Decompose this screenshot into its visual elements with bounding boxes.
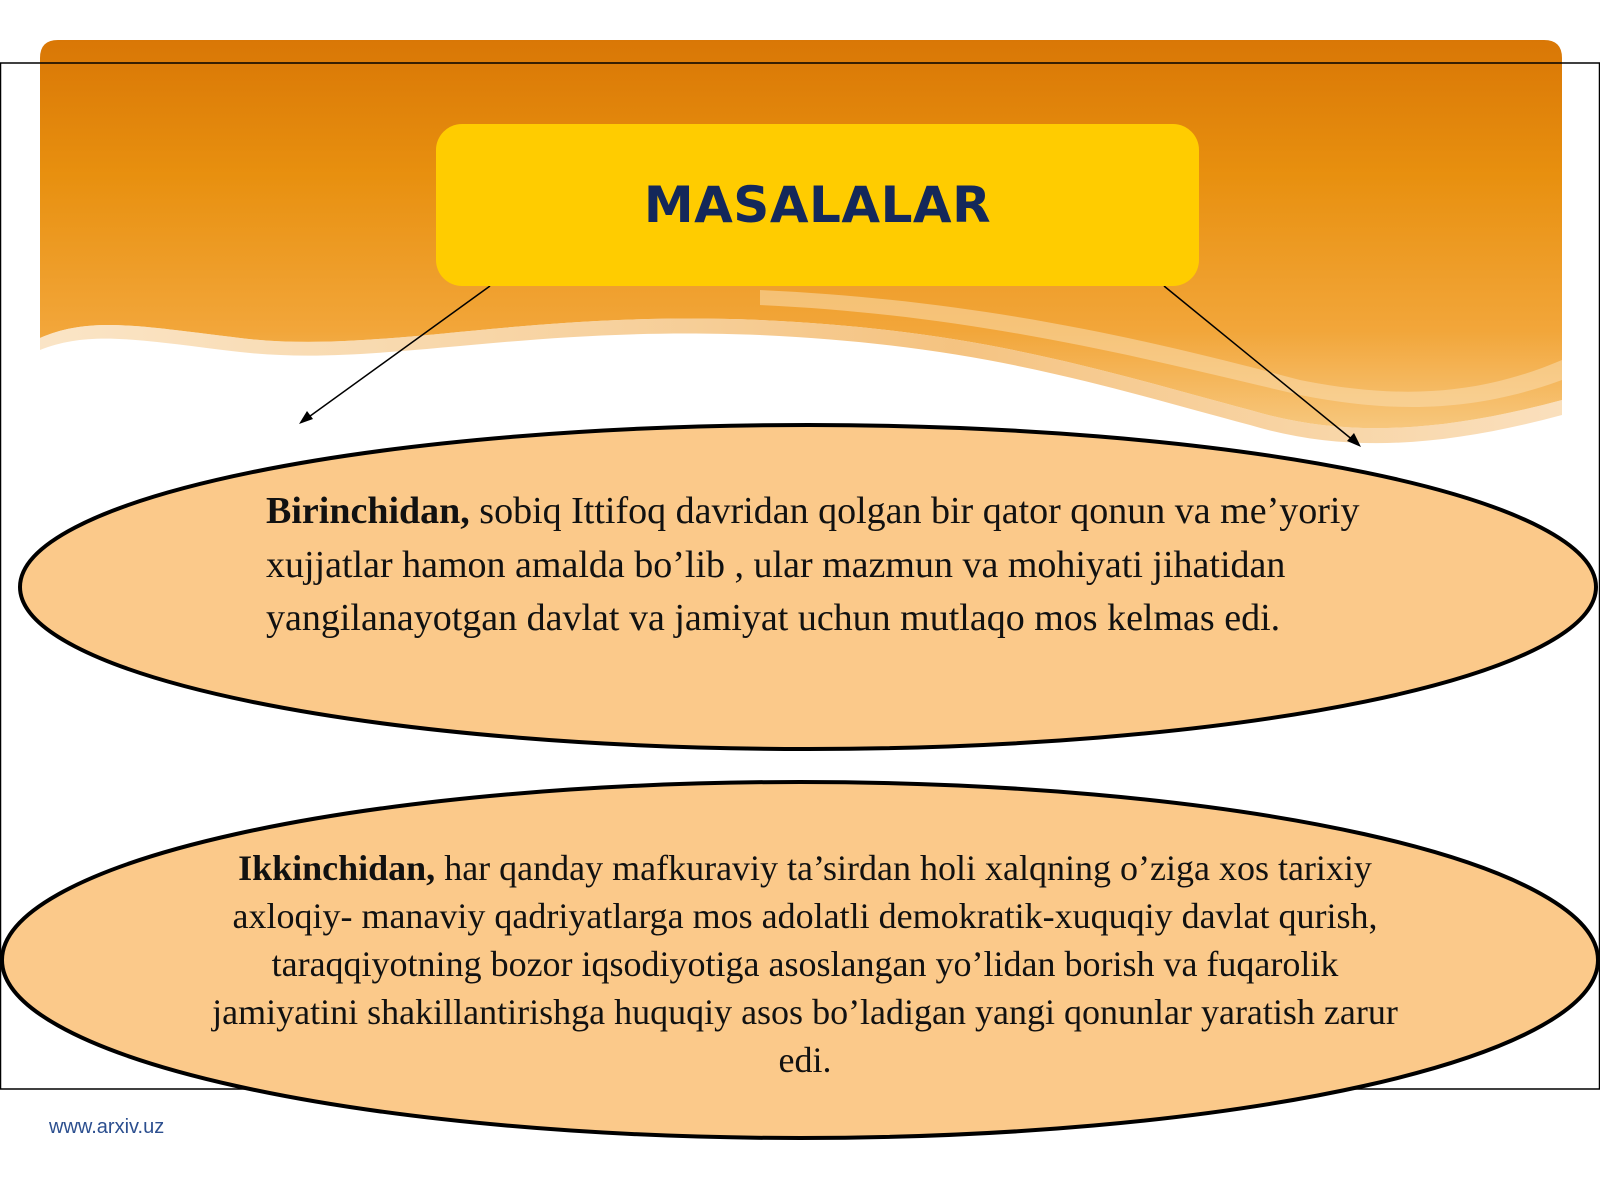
statement-second	[200, 844, 1410, 1084]
title-box	[436, 124, 1199, 286]
statement-second-lead: Ikkinchidan,	[238, 848, 436, 888]
statement-first	[266, 485, 1376, 646]
footer-link[interactable]: www.arxiv.uz	[49, 1116, 165, 1138]
statement-second-text: har qanday mafkuraviy ta’sirdan holi xalqning o’ziga xos tarixiy axloqiy- manaviy qadriyatlarga mos adolatli demokratik-xuquqiy davlat qurish, taraqqiyotning bozor iqsodiyotiga asoslangan yo’lidan borish va fuqarolik jamiyatini shakillantirishga huquqiy asos bo’ladigan yangi qonunlar yaratish zarur edi.	[212, 848, 1398, 1080]
statement-first-text: sobiq Ittifoq davridan qolgan bir qator qonun va me’yoriy xujjatlar hamon amalda bo’lib , ular mazmun va mohiyati jihatidan yangilanayotgan davlat va jamiyat uchun mutlaqo mos kelmas edi.	[266, 490, 1360, 639]
page-title: MASALALAR	[643, 176, 992, 234]
statement-first-lead: Birinchidan,	[266, 490, 470, 532]
